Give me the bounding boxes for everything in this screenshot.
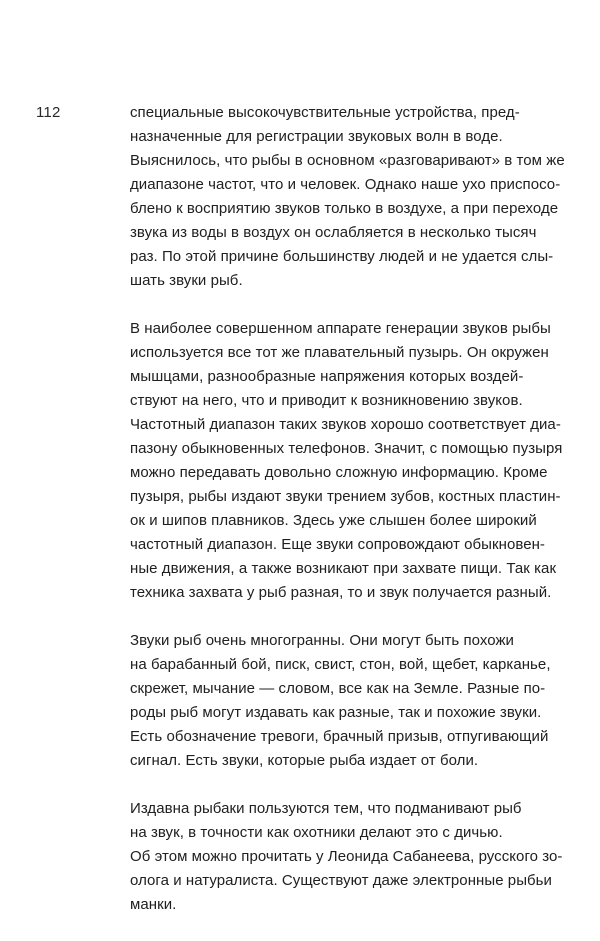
text-line: манки. [130,896,177,913]
text-line: ок и шипов плавников. Здесь уже слышен более широкий [130,512,537,529]
text-line: Выяснилось, что рыбы в основном «разговаривают» в том же [130,152,565,169]
text-line: Частотный диапазон таких звуков хорошо соответствует диа- [130,416,561,433]
text-line: сигнал. Есть звуки, которые рыба издает от боли. [130,752,479,769]
text-line: ные движения, а также возникают при захвате пищи. Так как [130,560,557,577]
text-line: можно передавать довольно сложную информацию. Кроме [130,464,548,481]
text-line: используется все тот же плавательный пузырь. Он окружен [130,344,549,361]
body-text [130,101,565,941]
text-line: Звуки рыб очень многогранны. Они могут быть похожи [130,632,514,649]
text-line: мышцами, разнообразные напряжения которых воздей- [130,368,524,385]
text-line: диапазоне частот, что и человек. Однако наше ухо приспосо- [130,176,561,193]
text-line: назначенные для регистрации звуковых волн в воде. [130,128,503,145]
page-number: 112 [36,104,61,121]
text-line: раз. По этой причине большинству людей и не удается слы- [130,248,554,265]
paragraph-2 [130,317,563,605]
text-line: олога и натуралиста. Существуют даже электронные рыбьи [130,872,552,889]
text-line: Об этом можно прочитать у Леонида Сабанеева, русского зо- [130,848,563,865]
text-line: специальные высокочувствительные устройства, пред- [130,104,520,121]
text-line: В наиболее совершенном аппарате генерации звуков рыбы [130,320,551,337]
text-line: пазону обыкновенных телефонов. Значит, с помощью пузыря [130,440,563,457]
text-line: звука из воды в воздух он ослабляется в несколько тысяч [130,224,537,241]
text-line: роды рыб могут издавать как разные, так и похожие звуки. [130,704,542,721]
text-line: ствуют на него, что и приводит к возникновению звуков. [130,392,523,409]
text-line: пузыря, рыбы издают звуки трением зубов, костных пластин- [130,488,561,505]
text-line: скрежет, мычание — словом, все как на Земле. Разные по- [130,680,546,697]
text-line: шать звуки рыб. [130,272,243,289]
text-line: техника захвата у рыб разная, то и звук получается разный. [130,584,552,601]
text-line: на звук, в точности как охотники делают это с дичью. [130,824,503,841]
paragraph-4 [130,797,563,917]
text-line: частотный диапазон. Еще звуки сопровождают обыкновен- [130,536,545,553]
text-line: Есть обозначение тревоги, брачный призыв, отпугивающий [130,728,549,745]
text-line: Издавна рыбаки пользуются тем, что подманивают рыб [130,800,522,817]
text-line: на барабанный бой, писк, свист, стон, вой, щебет, карканье, [130,656,551,673]
paragraph-3 [130,629,550,773]
text-line: блено к восприятию звуков только в воздухе, а при переходе [130,200,559,217]
paragraph-1 [130,101,565,293]
